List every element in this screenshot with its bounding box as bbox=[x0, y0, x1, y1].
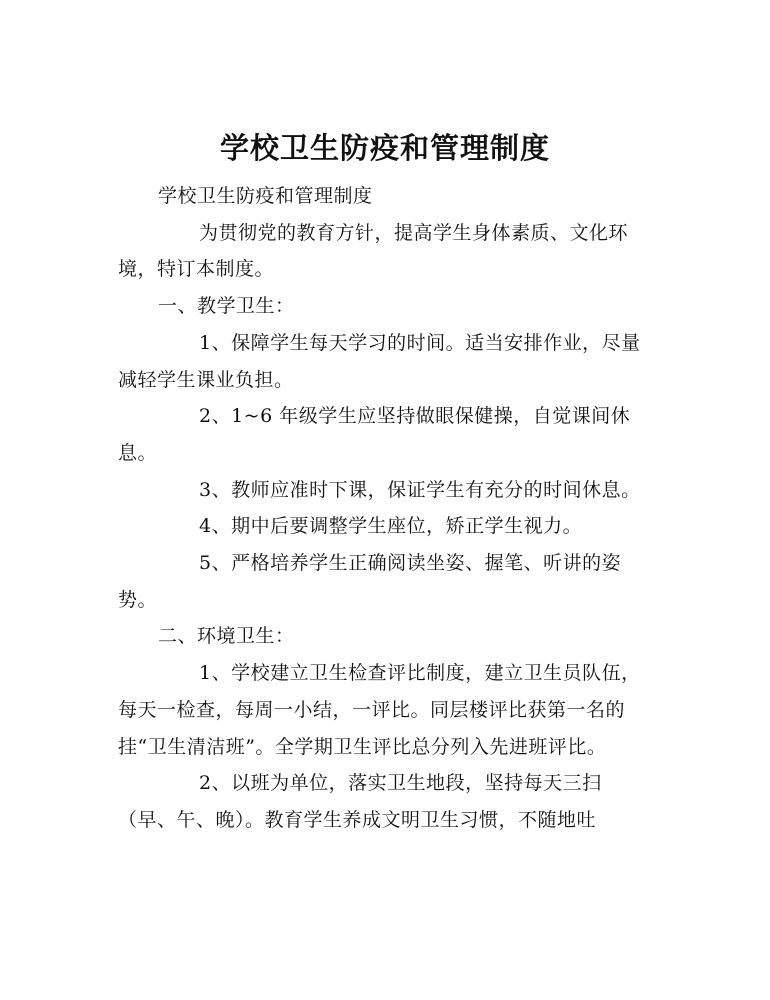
document-title: 学校卫生防疫和管理制度 bbox=[219, 131, 550, 165]
teaching-hygiene-item-4: 4、期中后要调整学生座位，矫正学生视力。 bbox=[199, 515, 583, 538]
intro-paragraph: 为贯彻党的教育方针，提高学生身体素质、文化环境，特订本制度。 bbox=[118, 221, 629, 281]
section-heading-environment-hygiene: 二、环境卫生： bbox=[158, 625, 295, 648]
environment-hygiene-item-1: 1、学校建立卫生检查评比制度，建立卫生员队伍，每天一检查，每周一小结，一评比。同层楼评比获第一名的挂“卫生清洁班”。全学期卫生评比总分列入先进班评比。 bbox=[118, 662, 641, 758]
section-heading-teaching-hygiene: 一、教学卫生： bbox=[158, 295, 295, 318]
document-body bbox=[118, 178, 648, 839]
teaching-hygiene-item-1: 1、保障学生每天学习的时间。适当安排作业，尽量减轻学生课业负担。 bbox=[118, 331, 641, 391]
teaching-hygiene-item-5: 5、严格培养学生正确阅读坐姿、握笔、听讲的姿势。 bbox=[118, 552, 622, 611]
document-subtitle: 学校卫生防疫和管理制度 bbox=[158, 185, 373, 207]
teaching-hygiene-item-2: 2、1~6 年级学生应坚持做眼保健操，自觉课间休息。 bbox=[118, 405, 631, 464]
environment-hygiene-item-2: 2、以班为单位，落实卫生地段，坚持每天三扫（早、午、晚）。教育学生养成文明卫生习惯，不随地吐 bbox=[118, 772, 602, 831]
teaching-hygiene-item-3: 3、教师应准时下课，保证学生有充分的时间休息。 bbox=[199, 478, 641, 501]
